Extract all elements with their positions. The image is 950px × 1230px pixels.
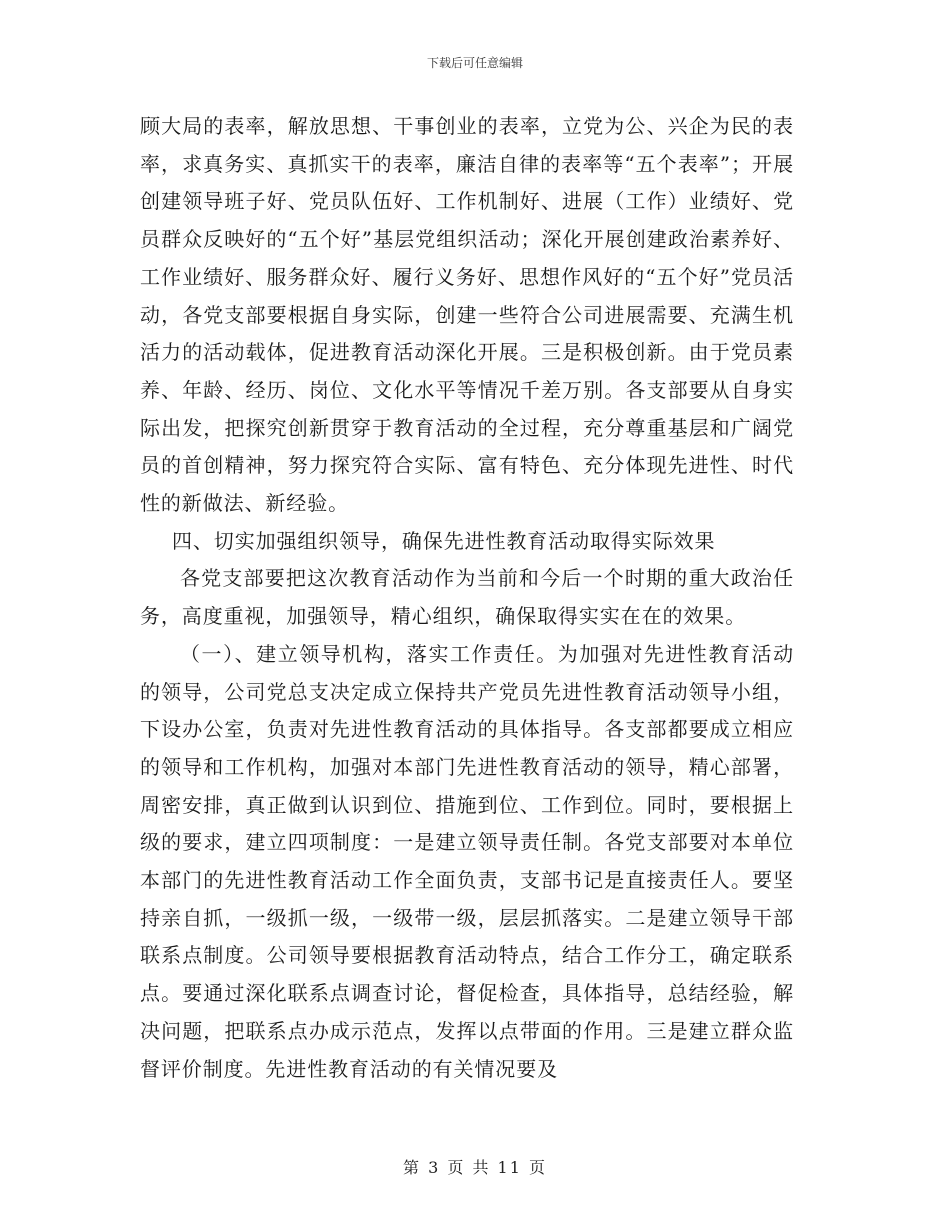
paragraph-subsection-one: （一）、建立领导机构，落实工作责任。为加强对先进性教育活动的领导，公司党总支决定成立保持共产党员先进性教育活动领导小组，下设办公室，负责对先进性教育活动的具体指导。各支部都要成立相应的领导和工作机构，加强对本部门先进性教育活动的领导，精心部署，周密安排，真正做到认识到位、措施到位、工作到位。同时，要根据上级的要求，建立四项制度：一是建立领导责任制。各党支部要对本单位本部门的先进性教育活动工作全面负责，支部书记是直接责任人。要坚持亲自抓，一级抓一级，一级带一级，层层抓落实。二是建立领导干部联系点制度。公司领导要根据教育活动特点，结合工作分工，确定联系点。要通过深化联系点调查讨论，督促检查，具体指导，总结经验，解决问题，把联系点办成示范点，发挥以点带面的作用。三是建立群众监督评价制度。先进性教育活动的有关情况要及 <box>140 641 794 1081</box>
document-body <box>140 108 794 1088</box>
page-number-footer: 第 3 页 共 11 页 <box>403 1158 547 1177</box>
paragraph-continuation: 顾大局的表率，解放思想、干事创业的表率，立党为公、兴企为民的表率，求真务实、真抓实干的表率，廉洁自律的表率等“五个表率”；开展创建领导班子好、党员队伍好、工作机制好、进展（工作）业绩好、党员群众反映好的“五个好”基层党组织活动；深化开展创建政治素养好、工作业绩好、服务群众好、履行义务好、思想作风好的“五个好”党员活动，各党支部要根据自身实际，创建一些符合公司进展需要、充满生机活力的活动载体，促进教育活动深化开展。三是积极创新。由于党员素养、年龄、经历、岗位、文化水平等情况千差万别。各支部要从自身实际出发，把探究创新贯穿于教育活动的全过程，充分尊重基层和广阔党员的首创精神，努力探究符合实际、富有特色、充分体现先进性、时代性的新做法、新经验。 <box>140 114 794 516</box>
paragraph-intro: 各党支部要把这次教育活动作为当前和今后一个时期的重大政治任务，高度重视，加强领导，精心组织，确保取得实实在在的效果。 <box>140 566 794 629</box>
section-heading-four: 四、切实加强组织领导，确保先进性教育活动取得实际效果 <box>172 528 716 553</box>
header-note: 下载后可任意编辑 <box>426 56 523 70</box>
